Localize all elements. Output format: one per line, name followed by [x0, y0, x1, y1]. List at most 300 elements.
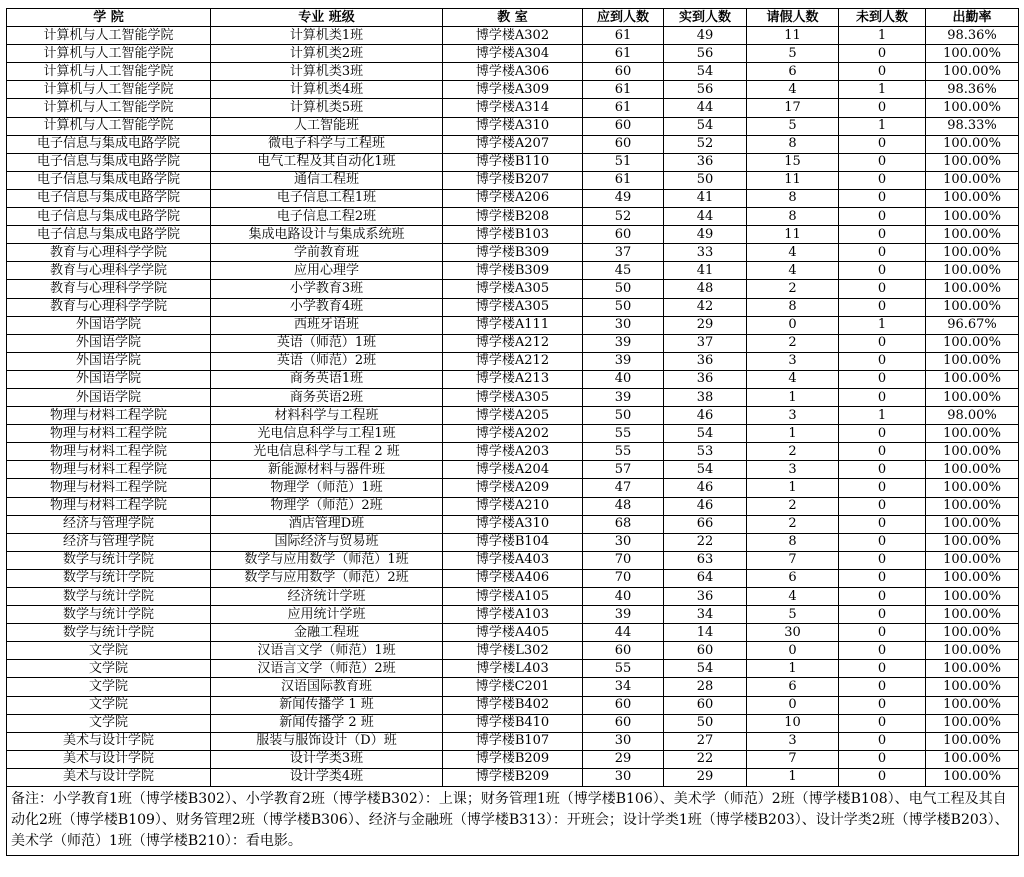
cell-major-class: 汉语言文学（师范）2班 [211, 660, 443, 678]
cell-classroom: 博学楼A305 [443, 388, 583, 406]
cell-attendance-rate: 100.00% [926, 533, 1019, 551]
cell-college: 电子信息与集成电路学院 [7, 189, 211, 207]
cell-expected: 60 [583, 714, 664, 732]
table-row [7, 624, 1019, 642]
cell-expected: 61 [583, 171, 664, 189]
cell-major-class: 计算机类4班 [211, 81, 443, 99]
header-attendance-rate: 出勤率 [926, 9, 1019, 27]
cell-major-class: 设计学类3班 [211, 750, 443, 768]
attendance-table [6, 8, 1019, 856]
cell-major-class: 计算机类2班 [211, 45, 443, 63]
cell-expected: 60 [583, 226, 664, 244]
cell-college: 数学与统计学院 [7, 588, 211, 606]
cell-classroom: 博学楼A103 [443, 606, 583, 624]
cell-college: 经济与管理学院 [7, 515, 211, 533]
cell-expected: 50 [583, 280, 664, 298]
cell-leave: 4 [747, 262, 839, 280]
cell-expected: 55 [583, 443, 664, 461]
cell-absent: 0 [839, 479, 926, 497]
cell-major-class: 酒店管理D班 [211, 515, 443, 533]
cell-college: 文学院 [7, 714, 211, 732]
cell-college: 物理与材料工程学院 [7, 407, 211, 425]
table-row [7, 732, 1019, 750]
cell-present: 54 [664, 461, 747, 479]
header-leave: 请假人数 [747, 9, 839, 27]
cell-leave: 0 [747, 696, 839, 714]
table-row [7, 515, 1019, 533]
cell-major-class: 光电信息科学与工程1班 [211, 425, 443, 443]
cell-college: 外国语学院 [7, 334, 211, 352]
cell-classroom: 博学楼A306 [443, 63, 583, 81]
cell-expected: 61 [583, 81, 664, 99]
cell-absent: 0 [839, 99, 926, 117]
cell-expected: 60 [583, 117, 664, 135]
cell-present: 66 [664, 515, 747, 533]
cell-present: 34 [664, 606, 747, 624]
cell-present: 36 [664, 153, 747, 171]
table-row [7, 135, 1019, 153]
cell-major-class: 应用统计学班 [211, 606, 443, 624]
cell-major-class: 计算机类5班 [211, 99, 443, 117]
cell-attendance-rate: 100.00% [926, 425, 1019, 443]
cell-present: 36 [664, 588, 747, 606]
cell-present: 64 [664, 569, 747, 587]
cell-absent: 0 [839, 63, 926, 81]
table-row [7, 533, 1019, 551]
cell-leave: 0 [747, 642, 839, 660]
cell-absent: 0 [839, 714, 926, 732]
cell-present: 54 [664, 117, 747, 135]
cell-expected: 39 [583, 388, 664, 406]
table-row [7, 642, 1019, 660]
cell-present: 49 [664, 226, 747, 244]
cell-attendance-rate: 98.00% [926, 407, 1019, 425]
cell-absent: 0 [839, 208, 926, 226]
cell-expected: 60 [583, 642, 664, 660]
cell-classroom: 博学楼A206 [443, 189, 583, 207]
cell-present: 41 [664, 189, 747, 207]
cell-leave: 1 [747, 768, 839, 786]
cell-present: 14 [664, 624, 747, 642]
cell-present: 50 [664, 171, 747, 189]
cell-absent: 0 [839, 497, 926, 515]
cell-present: 22 [664, 750, 747, 768]
cell-classroom: 博学楼A212 [443, 352, 583, 370]
cell-expected: 60 [583, 63, 664, 81]
cell-absent: 0 [839, 298, 926, 316]
cell-expected: 45 [583, 262, 664, 280]
cell-college: 电子信息与集成电路学院 [7, 226, 211, 244]
cell-expected: 47 [583, 479, 664, 497]
cell-absent: 0 [839, 750, 926, 768]
cell-absent: 0 [839, 370, 926, 388]
cell-attendance-rate: 100.00% [926, 334, 1019, 352]
table-row [7, 497, 1019, 515]
cell-attendance-rate: 100.00% [926, 45, 1019, 63]
cell-leave: 6 [747, 678, 839, 696]
note-text: 备注：小学教育1班（博学楼B302）、小学教育2班（博学楼B302）：上课；财务管理1班（博学楼B106）、美术学（师范）2班（博学楼B108）、电气工程及其自动化2班（博学楼B109）、财务管理2班（博学楼B306）、经济与金融班（博学楼B313）：开班会；设计学类1班（博学楼B203）、设计学类2班（博学楼B203）、美术学（师范）1班（博学楼B210）：看电影。 [7, 787, 1019, 856]
cell-attendance-rate: 100.00% [926, 750, 1019, 768]
header-classroom: 教 室 [443, 9, 583, 27]
cell-leave: 8 [747, 135, 839, 153]
cell-attendance-rate: 100.00% [926, 696, 1019, 714]
cell-classroom: 博学楼A207 [443, 135, 583, 153]
cell-expected: 61 [583, 99, 664, 117]
cell-college: 美术与设计学院 [7, 750, 211, 768]
cell-attendance-rate: 100.00% [926, 208, 1019, 226]
cell-classroom: 博学楼B110 [443, 153, 583, 171]
cell-classroom: 博学楼A213 [443, 370, 583, 388]
cell-leave: 2 [747, 280, 839, 298]
cell-present: 38 [664, 388, 747, 406]
cell-college: 文学院 [7, 678, 211, 696]
cell-absent: 0 [839, 533, 926, 551]
cell-leave: 1 [747, 425, 839, 443]
cell-leave: 3 [747, 352, 839, 370]
cell-leave: 15 [747, 153, 839, 171]
cell-major-class: 电子信息工程1班 [211, 189, 443, 207]
cell-classroom: 博学楼B309 [443, 262, 583, 280]
table-row [7, 569, 1019, 587]
cell-absent: 0 [839, 334, 926, 352]
cell-leave: 6 [747, 569, 839, 587]
table-row [7, 768, 1019, 786]
cell-major-class: 商务英语2班 [211, 388, 443, 406]
cell-absent: 0 [839, 461, 926, 479]
table-row [7, 262, 1019, 280]
cell-college: 美术与设计学院 [7, 732, 211, 750]
cell-leave: 3 [747, 407, 839, 425]
cell-absent: 0 [839, 768, 926, 786]
cell-present: 33 [664, 244, 747, 262]
table-row [7, 244, 1019, 262]
cell-present: 54 [664, 660, 747, 678]
cell-classroom: 博学楼A302 [443, 27, 583, 45]
cell-expected: 61 [583, 27, 664, 45]
cell-expected: 60 [583, 696, 664, 714]
cell-college: 计算机与人工智能学院 [7, 27, 211, 45]
cell-attendance-rate: 100.00% [926, 189, 1019, 207]
cell-attendance-rate: 100.00% [926, 768, 1019, 786]
cell-leave: 1 [747, 479, 839, 497]
cell-attendance-rate: 100.00% [926, 226, 1019, 244]
cell-leave: 7 [747, 750, 839, 768]
cell-major-class: 商务英语1班 [211, 370, 443, 388]
cell-major-class: 应用心理学 [211, 262, 443, 280]
table-row [7, 117, 1019, 135]
cell-present: 49 [664, 27, 747, 45]
cell-college: 计算机与人工智能学院 [7, 81, 211, 99]
cell-classroom: 博学楼A314 [443, 99, 583, 117]
cell-attendance-rate: 98.36% [926, 27, 1019, 45]
cell-major-class: 小学教育4班 [211, 298, 443, 316]
cell-classroom: 博学楼B410 [443, 714, 583, 732]
cell-leave: 4 [747, 588, 839, 606]
cell-expected: 34 [583, 678, 664, 696]
cell-major-class: 数学与应用数学（师范）2班 [211, 569, 443, 587]
cell-attendance-rate: 100.00% [926, 298, 1019, 316]
cell-attendance-rate: 100.00% [926, 714, 1019, 732]
cell-attendance-rate: 100.00% [926, 479, 1019, 497]
cell-major-class: 材料科学与工程班 [211, 407, 443, 425]
cell-leave: 30 [747, 624, 839, 642]
cell-expected: 61 [583, 45, 664, 63]
cell-present: 46 [664, 407, 747, 425]
cell-leave: 4 [747, 244, 839, 262]
cell-college: 计算机与人工智能学院 [7, 45, 211, 63]
cell-present: 44 [664, 208, 747, 226]
cell-classroom: 博学楼A406 [443, 569, 583, 587]
cell-classroom: 博学楼A310 [443, 117, 583, 135]
cell-college: 计算机与人工智能学院 [7, 63, 211, 81]
table-row [7, 407, 1019, 425]
cell-absent: 0 [839, 732, 926, 750]
cell-leave: 2 [747, 515, 839, 533]
table-row [7, 27, 1019, 45]
cell-classroom: 博学楼A209 [443, 479, 583, 497]
cell-classroom: 博学楼A309 [443, 81, 583, 99]
cell-college: 数学与统计学院 [7, 624, 211, 642]
cell-major-class: 人工智能班 [211, 117, 443, 135]
cell-present: 29 [664, 316, 747, 334]
cell-classroom: 博学楼A204 [443, 461, 583, 479]
cell-major-class: 学前教育班 [211, 244, 443, 262]
cell-present: 54 [664, 63, 747, 81]
cell-expected: 39 [583, 606, 664, 624]
cell-absent: 0 [839, 569, 926, 587]
cell-classroom: 博学楼B103 [443, 226, 583, 244]
cell-classroom: 博学楼B104 [443, 533, 583, 551]
cell-attendance-rate: 100.00% [926, 171, 1019, 189]
cell-present: 53 [664, 443, 747, 461]
cell-classroom: 博学楼B402 [443, 696, 583, 714]
cell-expected: 30 [583, 768, 664, 786]
cell-expected: 40 [583, 588, 664, 606]
cell-absent: 0 [839, 678, 926, 696]
cell-expected: 30 [583, 316, 664, 334]
cell-present: 44 [664, 99, 747, 117]
table-row [7, 99, 1019, 117]
table-row [7, 696, 1019, 714]
cell-absent: 0 [839, 443, 926, 461]
header-row [7, 9, 1019, 27]
cell-classroom: 博学楼B309 [443, 244, 583, 262]
cell-college: 外国语学院 [7, 388, 211, 406]
cell-present: 27 [664, 732, 747, 750]
cell-absent: 0 [839, 153, 926, 171]
cell-major-class: 新能源材料与器件班 [211, 461, 443, 479]
cell-college: 经济与管理学院 [7, 533, 211, 551]
cell-attendance-rate: 100.00% [926, 606, 1019, 624]
cell-absent: 0 [839, 642, 926, 660]
cell-present: 60 [664, 642, 747, 660]
attendance-document [6, 8, 1018, 856]
cell-classroom: 博学楼A205 [443, 407, 583, 425]
cell-leave: 3 [747, 732, 839, 750]
cell-college: 外国语学院 [7, 352, 211, 370]
cell-classroom: 博学楼A405 [443, 624, 583, 642]
cell-college: 教育与心理科学学院 [7, 262, 211, 280]
cell-absent: 0 [839, 515, 926, 533]
table-row [7, 388, 1019, 406]
cell-expected: 51 [583, 153, 664, 171]
cell-absent: 1 [839, 316, 926, 334]
cell-leave: 5 [747, 606, 839, 624]
cell-attendance-rate: 100.00% [926, 678, 1019, 696]
cell-absent: 0 [839, 280, 926, 298]
cell-present: 29 [664, 768, 747, 786]
cell-expected: 48 [583, 497, 664, 515]
cell-classroom: 博学楼A111 [443, 316, 583, 334]
cell-attendance-rate: 96.67% [926, 316, 1019, 334]
table-row [7, 226, 1019, 244]
cell-attendance-rate: 100.00% [926, 588, 1019, 606]
cell-leave: 5 [747, 117, 839, 135]
cell-attendance-rate: 100.00% [926, 732, 1019, 750]
cell-present: 48 [664, 280, 747, 298]
cell-college: 文学院 [7, 696, 211, 714]
cell-attendance-rate: 100.00% [926, 153, 1019, 171]
cell-college: 电子信息与集成电路学院 [7, 171, 211, 189]
cell-present: 52 [664, 135, 747, 153]
cell-expected: 70 [583, 569, 664, 587]
cell-major-class: 电气工程及其自动化1班 [211, 153, 443, 171]
cell-attendance-rate: 100.00% [926, 99, 1019, 117]
cell-expected: 60 [583, 135, 664, 153]
cell-absent: 0 [839, 352, 926, 370]
cell-classroom: 博学楼B207 [443, 171, 583, 189]
note-row [7, 787, 1019, 856]
cell-expected: 39 [583, 334, 664, 352]
cell-college: 外国语学院 [7, 370, 211, 388]
cell-expected: 30 [583, 732, 664, 750]
cell-college: 文学院 [7, 642, 211, 660]
cell-college: 电子信息与集成电路学院 [7, 208, 211, 226]
cell-attendance-rate: 100.00% [926, 515, 1019, 533]
cell-college: 物理与材料工程学院 [7, 443, 211, 461]
cell-classroom: 博学楼B209 [443, 750, 583, 768]
cell-classroom: 博学楼A212 [443, 334, 583, 352]
cell-classroom: 博学楼A105 [443, 588, 583, 606]
cell-present: 50 [664, 714, 747, 732]
cell-leave: 3 [747, 461, 839, 479]
table-row [7, 298, 1019, 316]
cell-classroom: 博学楼B209 [443, 768, 583, 786]
cell-expected: 29 [583, 750, 664, 768]
cell-absent: 0 [839, 425, 926, 443]
cell-leave: 2 [747, 334, 839, 352]
cell-major-class: 西班牙语班 [211, 316, 443, 334]
cell-attendance-rate: 100.00% [926, 135, 1019, 153]
cell-college: 数学与统计学院 [7, 551, 211, 569]
cell-attendance-rate: 100.00% [926, 461, 1019, 479]
cell-expected: 49 [583, 189, 664, 207]
cell-present: 54 [664, 425, 747, 443]
cell-absent: 1 [839, 117, 926, 135]
cell-leave: 6 [747, 63, 839, 81]
cell-present: 60 [664, 696, 747, 714]
header-expected: 应到人数 [583, 9, 664, 27]
cell-leave: 17 [747, 99, 839, 117]
cell-expected: 50 [583, 407, 664, 425]
cell-expected: 50 [583, 298, 664, 316]
cell-attendance-rate: 100.00% [926, 63, 1019, 81]
cell-major-class: 计算机类3班 [211, 63, 443, 81]
cell-major-class: 光电信息科学与工程 2 班 [211, 443, 443, 461]
cell-classroom: 博学楼L302 [443, 642, 583, 660]
cell-expected: 55 [583, 425, 664, 443]
cell-classroom: 博学楼A403 [443, 551, 583, 569]
cell-attendance-rate: 100.00% [926, 280, 1019, 298]
cell-expected: 30 [583, 533, 664, 551]
cell-leave: 4 [747, 370, 839, 388]
cell-major-class: 物理学（师范）1班 [211, 479, 443, 497]
cell-leave: 11 [747, 27, 839, 45]
cell-absent: 0 [839, 588, 926, 606]
cell-major-class: 物理学（师范）2班 [211, 497, 443, 515]
cell-classroom: 博学楼A304 [443, 45, 583, 63]
cell-absent: 0 [839, 388, 926, 406]
cell-attendance-rate: 100.00% [926, 497, 1019, 515]
cell-major-class: 英语（师范）1班 [211, 334, 443, 352]
table-row [7, 81, 1019, 99]
table-row [7, 551, 1019, 569]
cell-expected: 57 [583, 461, 664, 479]
cell-absent: 0 [839, 551, 926, 569]
table-row [7, 479, 1019, 497]
table-row [7, 588, 1019, 606]
cell-expected: 39 [583, 352, 664, 370]
cell-expected: 44 [583, 624, 664, 642]
cell-classroom: 博学楼A202 [443, 425, 583, 443]
cell-college: 美术与设计学院 [7, 768, 211, 786]
cell-expected: 40 [583, 370, 664, 388]
cell-major-class: 英语（师范）2班 [211, 352, 443, 370]
cell-expected: 68 [583, 515, 664, 533]
table-row [7, 714, 1019, 732]
table-row [7, 334, 1019, 352]
cell-leave: 8 [747, 533, 839, 551]
header-present: 实到人数 [664, 9, 747, 27]
cell-leave: 11 [747, 226, 839, 244]
cell-present: 28 [664, 678, 747, 696]
cell-leave: 7 [747, 551, 839, 569]
table-row [7, 660, 1019, 678]
cell-present: 41 [664, 262, 747, 280]
cell-leave: 11 [747, 171, 839, 189]
cell-classroom: 博学楼A310 [443, 515, 583, 533]
header-absent: 未到人数 [839, 9, 926, 27]
table-row [7, 352, 1019, 370]
table-row [7, 316, 1019, 334]
cell-present: 46 [664, 497, 747, 515]
table-row [7, 45, 1019, 63]
cell-attendance-rate: 98.33% [926, 117, 1019, 135]
cell-college: 物理与材料工程学院 [7, 461, 211, 479]
cell-college: 物理与材料工程学院 [7, 497, 211, 515]
cell-leave: 5 [747, 45, 839, 63]
cell-leave: 2 [747, 497, 839, 515]
cell-attendance-rate: 98.36% [926, 81, 1019, 99]
cell-attendance-rate: 100.00% [926, 569, 1019, 587]
cell-leave: 1 [747, 388, 839, 406]
cell-expected: 70 [583, 551, 664, 569]
cell-college: 计算机与人工智能学院 [7, 117, 211, 135]
cell-major-class: 服装与服饰设计（D）班 [211, 732, 443, 750]
cell-major-class: 汉语国际教育班 [211, 678, 443, 696]
cell-attendance-rate: 100.00% [926, 388, 1019, 406]
table-row [7, 370, 1019, 388]
